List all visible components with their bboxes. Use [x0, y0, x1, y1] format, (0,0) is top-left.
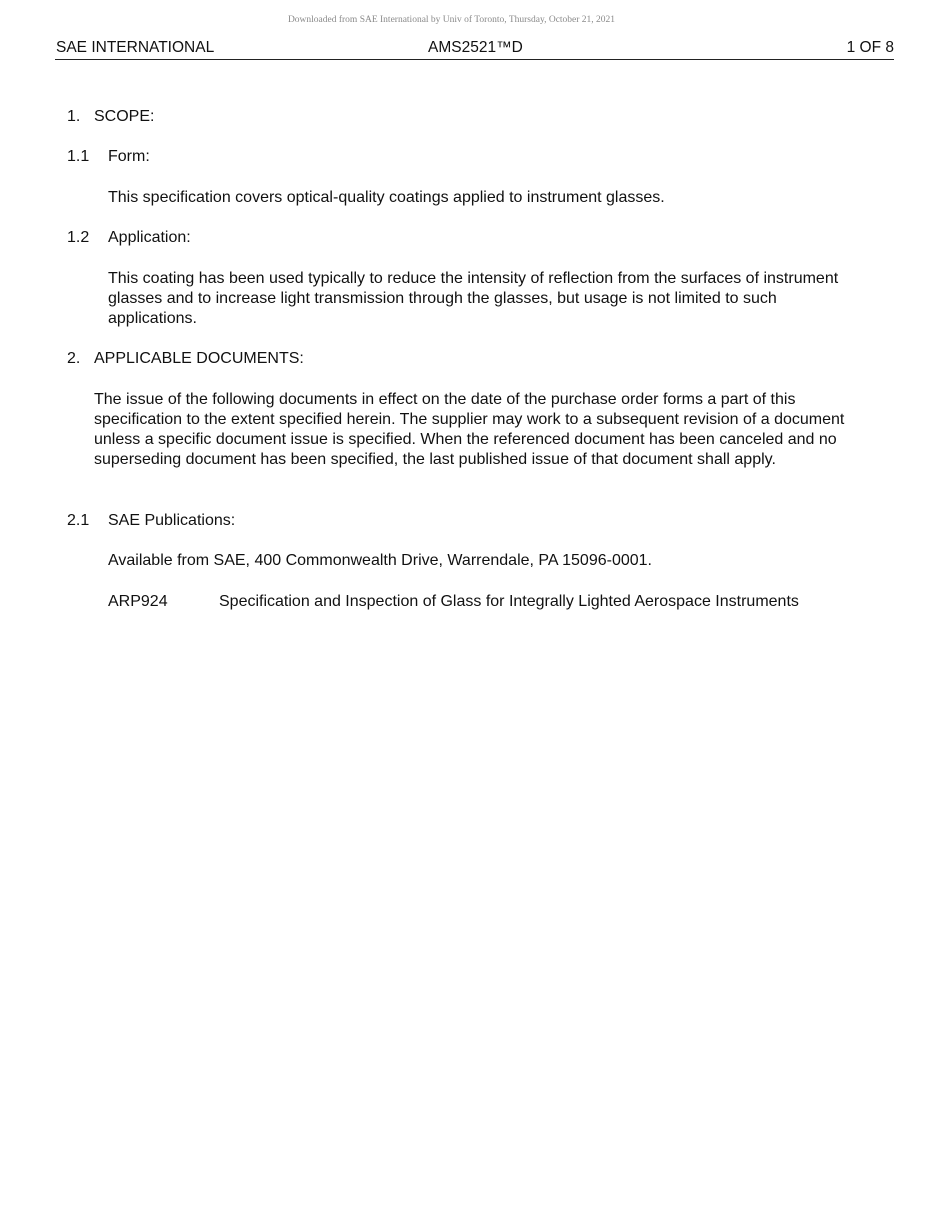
section-number: 1. — [67, 108, 81, 125]
header-document-id: AMS2521™D — [428, 39, 523, 56]
header-page-number: 1 OF 8 — [846, 39, 894, 56]
section-1-1-body: This specification covers optical-quality coatings applied to instrument glasses. — [108, 189, 665, 206]
section-2-body: The issue of the following documents in effect on the date of the purchase order forms a part of this specification to the extent specified herein. The supplier may work to a subsequent revision of a document unless a specific document issue is specified. When the referenced document has been canceled and no superseding document has been specified, the last published issue of that document shall apply. — [94, 391, 845, 468]
section-number: 1.1 — [67, 148, 90, 165]
download-watermark: Downloaded from SAE International by Univ of Toronto, Thursday, October 21, 2021 — [287, 15, 616, 25]
section-title: Form: — [108, 148, 150, 165]
section-1-2-body: This coating has been used typically to reduce the intensity of reflection from the surfaces of instrument glasses and to increase light transmission through the glasses, but usage is not limited to such applications. — [108, 270, 839, 327]
section-title: SCOPE: — [94, 108, 155, 125]
section-title: APPLICABLE DOCUMENTS: — [94, 350, 304, 367]
page-header — [55, 38, 894, 60]
reference-code: ARP924 — [108, 593, 168, 610]
section-number: 2. — [67, 350, 81, 367]
header-organization: SAE INTERNATIONAL — [56, 39, 215, 56]
reference-title: Specification and Inspection of Glass for Integrally Lighted Aerospace Instruments — [219, 593, 799, 610]
section-number: 2.1 — [67, 512, 90, 529]
section-title: Application: — [108, 229, 191, 246]
sae-address: Available from SAE, 400 Commonwealth Drive, Warrendale, PA 15096-0001. — [108, 552, 652, 569]
section-title: SAE Publications: — [108, 512, 236, 529]
section-number: 1.2 — [67, 229, 90, 246]
